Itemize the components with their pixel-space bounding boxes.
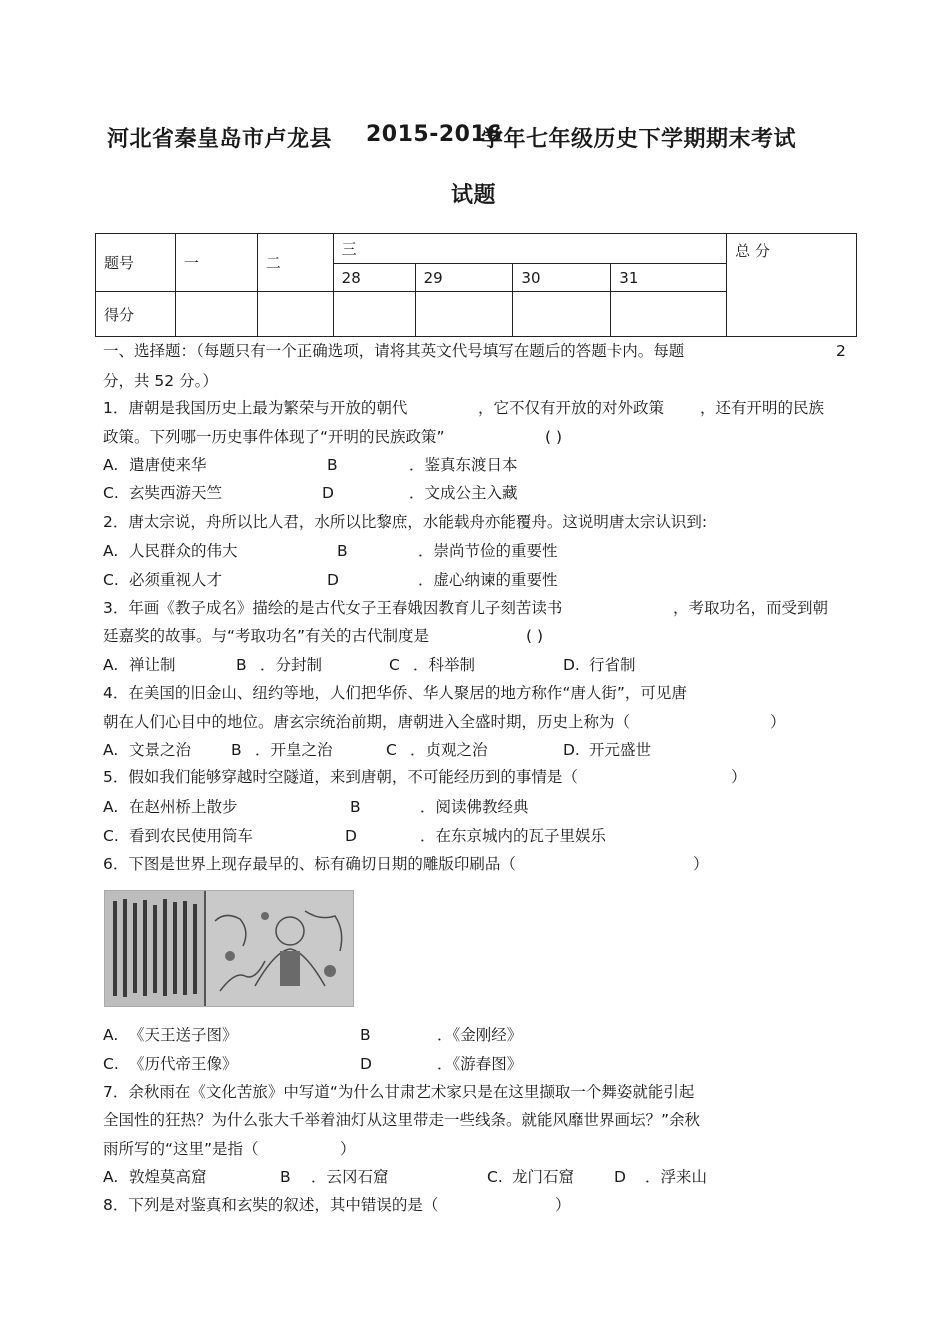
q6-answer-paren: ） <box>693 855 709 873</box>
q2-option-b-label: B <box>337 542 348 560</box>
q3-text-line2: 廷嘉奖的故事。与“考取功名”有关的古代制度是 <box>103 627 430 645</box>
q1-option-a-label: A. <box>103 456 119 474</box>
q1-option-b-label: B <box>327 456 338 474</box>
q7-option-c-label: C. <box>487 1168 503 1186</box>
q1-option-c-label: C. <box>103 484 119 502</box>
col-total <box>727 234 857 337</box>
q4-option-a-label: A. <box>103 741 119 759</box>
section-heading-line2: 分，共 52 分。） <box>103 372 218 390</box>
q3-text-b: ，考取功名，而受到朝 <box>673 599 829 617</box>
q6-option-d: ．《游春图》 <box>437 1055 523 1073</box>
q5-option-a-label: A. <box>103 798 119 816</box>
q3-answer-paren: ( ) <box>526 627 544 645</box>
q7-option-a: 敦煌莫高窟 <box>129 1168 207 1186</box>
col-part-1: 一 <box>175 234 257 292</box>
label-score: 得分 <box>96 292 176 337</box>
q6-option-a-label: A. <box>103 1026 119 1044</box>
q7-option-b: ．云冈石窟 <box>311 1168 389 1186</box>
q1-text-a: 1．唐朝是我国历史上最为繁荣与开放的朝代 <box>103 399 408 417</box>
q5-option-d-label: D <box>345 827 357 845</box>
q1-option-b: ．鉴真东渡日本 <box>409 456 518 474</box>
col-part-3: 三 <box>333 234 726 264</box>
q2-text: 2．唐太宗说，舟所以比人君，水所以比黎庶，水能载舟亦能覆舟。这说明唐太宗认识到: <box>103 513 708 531</box>
printed-scroll-illustration <box>105 891 353 1006</box>
q3-option-b: ．分封制 <box>260 656 323 674</box>
total-label: 总 分 <box>735 242 770 260</box>
q3-option-a-label: A. <box>103 656 119 674</box>
q4-text: 4．在美国的旧金山、纽约等地，人们把华侨、华人聚居的地方称作“唐人街”，可见唐 <box>103 684 687 702</box>
q2-option-d-label: D <box>327 571 339 589</box>
q7-option-d-label: D <box>614 1168 626 1186</box>
q1-text-c: ，还有开明的民族 <box>700 399 825 417</box>
q3-text-a: 3．年画《教子成名》描绘的是古代女子王春娥因教育儿子刻苦读书 <box>103 599 563 617</box>
score-cell-29[interactable] <box>415 292 513 337</box>
q5-option-a: 在赵州桥上散步 <box>129 798 238 816</box>
q8-answer-paren: ） <box>555 1196 571 1214</box>
doc-title-year: 2015-2016 <box>366 122 503 147</box>
col-q28: 28 <box>333 264 415 292</box>
col-part-2: 二 <box>257 234 333 292</box>
q2-option-c: 必须重视人才 <box>129 571 223 589</box>
q2-option-a: 人民群众的伟大 <box>129 542 238 560</box>
score-table <box>95 233 857 337</box>
q3-option-b-label: B <box>236 656 247 674</box>
q1-option-c: 玄奘西游天竺 <box>129 484 223 502</box>
q1-text-b: ，它不仅有开放的对外政策 <box>478 399 665 417</box>
doc-title-part1: 河北省秦皇岛市卢龙县 <box>107 127 333 152</box>
q7-text-line3: 雨所写的“这里”是指（ <box>103 1140 259 1158</box>
q4-option-d: 开元盛世 <box>589 741 652 759</box>
col-q31: 31 <box>611 264 727 292</box>
section-heading: 一、选择题：（每题只有一个正确选项，请将其英文代号填写在题后的答题卡内。每题 <box>103 342 685 360</box>
q1-option-d-label: D <box>322 484 334 502</box>
q1-text-line2: 政策。下列哪一历史事件体现了“开明的民族政策” <box>103 428 445 446</box>
q6-text: 6．下图是世界上现存最早的、标有确切日期的雕版印刷品（ <box>103 855 516 873</box>
q7-answer-paren: ） <box>340 1140 356 1158</box>
q3-option-c-label: C <box>389 656 400 674</box>
score-cell-30[interactable] <box>513 292 611 337</box>
q2-option-a-label: A. <box>103 542 119 560</box>
q2-option-c-label: C. <box>103 571 119 589</box>
doc-title-line2: 试题 <box>451 183 497 208</box>
q4-option-c: ．贞观之治 <box>410 741 488 759</box>
q3-option-d-label: D. <box>563 656 580 674</box>
score-cell-28[interactable] <box>333 292 415 337</box>
col-q29: 29 <box>415 264 513 292</box>
label-question-no: 题号 <box>96 234 176 292</box>
q7-text-line2: 全国性的狂热？为什么张大千举着油灯从这里带走一些线条。就能风靡世界画坛？”余秋 <box>103 1111 701 1129</box>
q3-option-a: 禅让制 <box>129 656 176 674</box>
q7-option-a-label: A. <box>103 1168 119 1186</box>
q7-option-d: ．浮来山 <box>645 1168 708 1186</box>
q7-option-b-label: B <box>280 1168 291 1186</box>
q6-option-b-label: B <box>360 1026 371 1044</box>
col-q30: 30 <box>513 264 611 292</box>
q5-text: 5．假如我们能够穿越时空隧道，来到唐朝，不可能经历到的事情是（ <box>103 768 578 786</box>
q4-option-b: ．开皇之治 <box>255 741 333 759</box>
q4-text-line2: 朝在人们心目中的地位。唐玄宗统治前期，唐朝进入全盛时期，历史上称为（ <box>103 713 631 731</box>
q6-option-c-label: C. <box>103 1055 119 1073</box>
q4-option-a: 文景之治 <box>129 741 192 759</box>
q4-answer-paren: ） <box>770 713 786 731</box>
q5-answer-paren: ） <box>731 768 747 786</box>
section-heading-points: 2 <box>836 342 846 360</box>
q6-option-b: ．《金刚经》 <box>437 1026 523 1044</box>
q5-option-c: 看到农民使用筒车 <box>129 827 254 845</box>
q5-option-b: ．阅读佛教经典 <box>420 798 529 816</box>
q7-text: 7．余秋雨在《文化苦旅》中写道“为什么甘肃艺术家只是在这里撷取一个舞姿就能引起 <box>103 1083 695 1101</box>
q1-answer-paren: ( ) <box>545 428 563 446</box>
q2-option-b: ．崇尚节俭的重要性 <box>418 542 558 560</box>
q6-option-a: 《天王送子图》 <box>129 1026 238 1044</box>
q1-option-d: ．文成公主入藏 <box>409 484 518 502</box>
q5-option-c-label: C. <box>103 827 119 845</box>
doc-title-part2: 学年七年级历史下学期期末考试 <box>481 127 797 152</box>
q4-option-d-label: D. <box>563 741 580 759</box>
q4-option-b-label: B <box>231 741 242 759</box>
printed-scroll-image <box>104 890 354 1007</box>
q6-option-c: 《历代帝王像》 <box>129 1055 238 1073</box>
q8-text: 8．下列是对鉴真和玄奘的叙述，其中错误的是（ <box>103 1196 439 1214</box>
q2-option-d: ．虚心纳谏的重要性 <box>418 571 558 589</box>
score-cell-2[interactable] <box>257 292 333 337</box>
q5-option-d: ．在东京城内的瓦子里娱乐 <box>420 827 607 845</box>
score-cell-31[interactable] <box>611 292 727 337</box>
score-cell-1[interactable] <box>175 292 257 337</box>
q7-option-c: 龙门石窟 <box>512 1168 575 1186</box>
q4-option-c-label: C <box>386 741 397 759</box>
q5-option-b-label: B <box>350 798 361 816</box>
q3-option-c: ．科举制 <box>413 656 476 674</box>
q1-option-a: 遣唐使来华 <box>129 456 207 474</box>
q3-option-d: 行省制 <box>589 656 636 674</box>
q6-option-d-label: D <box>360 1055 372 1073</box>
